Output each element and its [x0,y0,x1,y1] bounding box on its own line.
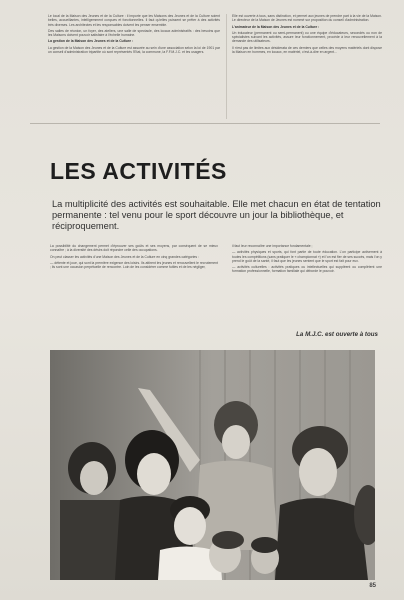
column-rule [226,14,227,119]
section-heading: La gestion de la Maison des Jeunes et de la Culture : [48,39,134,44]
top-right-paragraph: Elle est ouverte à tous, sans distinction, et permet aux jeunes de prendre part à la vie de la Maison. Le directeur de la Maison de Jeunes est nommé sur proposition du conseil d'administration. [232,14,382,23]
top-left-paragraph: Des salles de réunion, un foyer, des ateliers, une salle de spectacle, des locaux administratifs : des besoins que les Maisons doivent pouvoir satisfaire à l'échelle humaine. [48,28,220,38]
group-photo [50,350,375,580]
top-right-paragraph: Un éducateur (permanent ou semi-permanent) ou une équipe d'éducateurs, secondés ou non de spécialistes suivant les activités, assure leur fonctionnement, procède à leur renouvellement à la demande des utilisateurs. [232,30,382,44]
photo-caption: La M.J.C. est ouverte à tous [296,331,378,338]
body-paragraph: il faut leur reconnaître une importance fondamentale ; [232,244,313,248]
top-right-paragraph: Il n'est pas de limites aux désiderata de ces derniers que celles des moyens matériels dont dispose la Maison en hommes, en locaux, en matériel, c'est-à-dire en argent... [232,45,382,55]
section-divider [30,123,380,124]
group-photo-image [50,350,375,580]
top-right-column [232,14,382,56]
top-left-paragraph: La gestion de la Maison des Jeunes et de la Culture est assurée au sein d'une association selon la loi de 1901 par un conseil d'administration tripartite où sont représentés l'Etat, la commune, la F.F.M.J.C. et les usagers. [48,45,220,55]
page-number: 85 [369,583,376,589]
page-title: LES ACTIVITÉS [50,158,227,184]
section-heading: L'animateur de la Maison des Jeunes et de la Culture : [232,24,320,29]
body-paragraph: — activités culturelles : activités pratiques ou intellectuelles qui suppléent ou complètent une formation professionnelle, formation familiale qui déborde le pouvoir. [232,265,382,274]
bottom-right-column [232,244,382,276]
body-paragraph: — détente et joue, qui sont la première exigence des loisirs. Ils attirent les jeunes et renouvellent le recrutement ; ils sont une occasion perpétuelle de rencontre. Loin de les considérer comme futiles et de les négliger, [50,260,218,270]
top-left-column [48,14,220,56]
body-paragraph: La possibilité du changement permet d'éprouver ses goûts et ses moyens, par conséquent de se mieux connaître ; à la diversité des désirs doit répondre celle des occupations. [50,244,218,253]
lead-paragraph: La multiplicité des activités est souhaitable. Elle met chacun en état de tentation permanente : tel venu pour le sport découvre un jour la bibliothèque, et réciproquement. [52,199,381,231]
bottom-left-column [50,244,218,271]
body-paragraph: On peut classer les activités d'une Maison des Jeunes et de la Culture en cinq grandes catégories : [50,254,199,259]
body-paragraph: — activités physiques et sports, qui font partie de toute éducation. L'on participe activement à toutes les compétitions (sans pratiquer le « championnat ») et l'on est fier de ses succès, mais l'on y prend le goût de la santé, il faut que les jeunes sentent que le sport est fait pour eux. [232,250,382,263]
top-left-paragraph: Le local de la Maison des Jeunes et de la Culture : il importe que les Maisons des Jeunes et de la Culture soient belles, accueillantes, intelligemment conçues et fonctionnelles. Il faut qu'elles puissent se prêter à des activités très diverses. Les architectes et les responsables doivent les penser ensemble. [48,14,220,27]
